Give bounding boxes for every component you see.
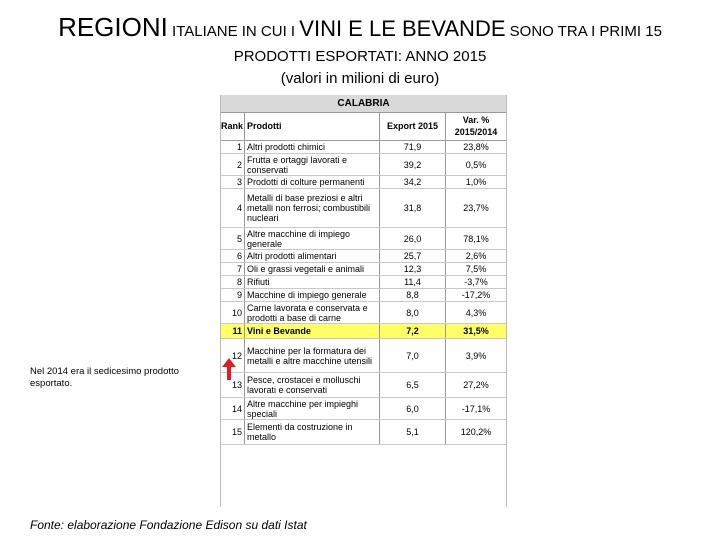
title-part1: REGIONI — [58, 12, 168, 42]
cell-export: 6,5 — [380, 373, 446, 397]
table-row — [221, 420, 506, 445]
cell-export: 34,2 — [380, 176, 446, 188]
cell-rank: 12 — [221, 339, 245, 372]
cell-export: 11,4 — [380, 276, 446, 288]
table-row — [221, 324, 506, 339]
subtitle-line1: PRODOTTI ESPORTATI: ANNO 2015 — [233, 48, 487, 65]
cell-variation: 120,2% — [460, 427, 492, 437]
header-var-line2: 2015/2014 — [454, 127, 498, 137]
cell-variation: 31,5% — [463, 326, 489, 336]
cell-rank: 2 — [221, 154, 245, 175]
table-row — [221, 276, 506, 289]
title-part4: SONO TRA I PRIMI 15 — [505, 23, 662, 40]
cell-product: Altri prodotti chimici — [245, 141, 380, 153]
export-table — [220, 95, 507, 507]
cell-rank: 9 — [221, 289, 245, 301]
cell-variation: 0,5% — [465, 159, 487, 170]
table-row — [221, 302, 506, 324]
ranking-note: Nel 2014 era il sedicesimo prodotto esportato. — [30, 366, 179, 389]
cell-export: 26,0 — [380, 228, 446, 249]
cell-export: 25,7 — [380, 250, 446, 262]
cell-export: 12,3 — [380, 263, 446, 275]
cell-variation: 2,6% — [465, 251, 487, 261]
cell-export: 8,8 — [380, 289, 446, 301]
cell-rank: 1 — [221, 141, 245, 153]
header-rank: Rank — [221, 113, 245, 140]
cell-product: Oli e grassi vegetali e animali — [245, 263, 380, 275]
slide-title — [0, 12, 720, 43]
cell-variation: -3,7% — [464, 277, 488, 287]
region-header: CALABRIA — [221, 95, 506, 113]
cell-variation: 27,2% — [463, 380, 489, 390]
cell-rank: 10 — [221, 302, 245, 323]
cell-product: Vini e Bevande — [245, 324, 380, 338]
header-export: Export 2015 — [380, 113, 446, 140]
cell-rank: 4 — [221, 189, 245, 227]
source-note: Fonte: elaborazione Fondazione Edison su dati Istat — [30, 518, 307, 532]
cell-export: 31,8 — [380, 189, 446, 227]
title-part3: VINI E LE BEVANDE — [299, 16, 506, 41]
cell-product: Frutta e ortaggi lavorati e conservati — [245, 154, 380, 175]
cell-rank: 7 — [221, 263, 245, 275]
subtitle-line2: (valori in milioni di euro) — [280, 70, 440, 87]
cell-rank: 11 — [221, 324, 245, 338]
cell-product: Altre macchine per impieghi speciali — [245, 398, 380, 419]
cell-product: Metalli di base preziosi e altri metalli non ferrosi; combustibili nucleari — [245, 189, 380, 227]
title-part2: ITALIANE IN CUI I — [167, 23, 300, 40]
cell-product: Altre macchine di impiego generale — [245, 228, 380, 249]
cell-variation: 3,9% — [465, 350, 487, 361]
table-row — [221, 373, 506, 398]
table-row — [221, 398, 506, 420]
cell-export: 8,0 — [380, 302, 446, 323]
cell-rank: 5 — [221, 228, 245, 249]
table-row — [221, 339, 506, 373]
column-headers — [221, 113, 506, 141]
header-variation — [446, 113, 506, 140]
cell-variation: 23,7% — [463, 203, 489, 213]
cell-variation: 4,3% — [465, 307, 487, 318]
cell-rank: 15 — [221, 420, 245, 444]
cell-product: Rifiuti — [245, 276, 380, 288]
header-var-line1: Var. % — [462, 115, 490, 125]
cell-variation: 7,5% — [465, 264, 487, 274]
table-row — [221, 176, 506, 189]
cell-rank: 3 — [221, 176, 245, 188]
table-row — [221, 228, 506, 250]
cell-rank: 13 — [221, 373, 245, 397]
cell-export: 71,9 — [380, 141, 446, 153]
cell-variation: 78,1% — [463, 233, 489, 244]
table-row — [221, 289, 506, 302]
table-row — [221, 154, 506, 176]
table-row — [221, 189, 506, 228]
cell-rank: 6 — [221, 250, 245, 262]
cell-export: 7,2 — [380, 324, 446, 338]
table-row — [221, 141, 506, 154]
cell-export: 39,2 — [380, 154, 446, 175]
cell-rank: 14 — [221, 398, 245, 419]
cell-variation: -17,1% — [461, 403, 491, 414]
cell-product: Pesce, crostacei e molluschi lavorati e conservati — [245, 373, 380, 397]
up-arrow-icon — [222, 358, 236, 380]
cell-variation: 1,0% — [465, 177, 487, 187]
cell-variation: -17,2% — [461, 290, 491, 300]
cell-export: 7,0 — [380, 339, 446, 372]
cell-product: Altri prodotti alimentari — [245, 250, 380, 262]
cell-rank: 8 — [221, 276, 245, 288]
cell-export: 5,1 — [380, 420, 446, 444]
header-product: Prodotti — [245, 113, 380, 140]
table-row — [221, 250, 506, 263]
cell-export: 6,0 — [380, 398, 446, 419]
cell-product: Carne lavorata e conservata e prodotti a base di carne — [245, 302, 380, 323]
cell-product: Prodotti di colture permanenti — [245, 176, 380, 188]
table-row — [221, 263, 506, 276]
cell-variation: 23,8% — [463, 142, 489, 152]
cell-product: Macchine per la formatura dei metalli e altre macchine utensili — [245, 339, 380, 372]
cell-product: Elementi da costruzione in metallo — [245, 420, 380, 444]
table-body — [221, 141, 506, 445]
cell-product: Macchine di impiego generale — [245, 289, 380, 301]
